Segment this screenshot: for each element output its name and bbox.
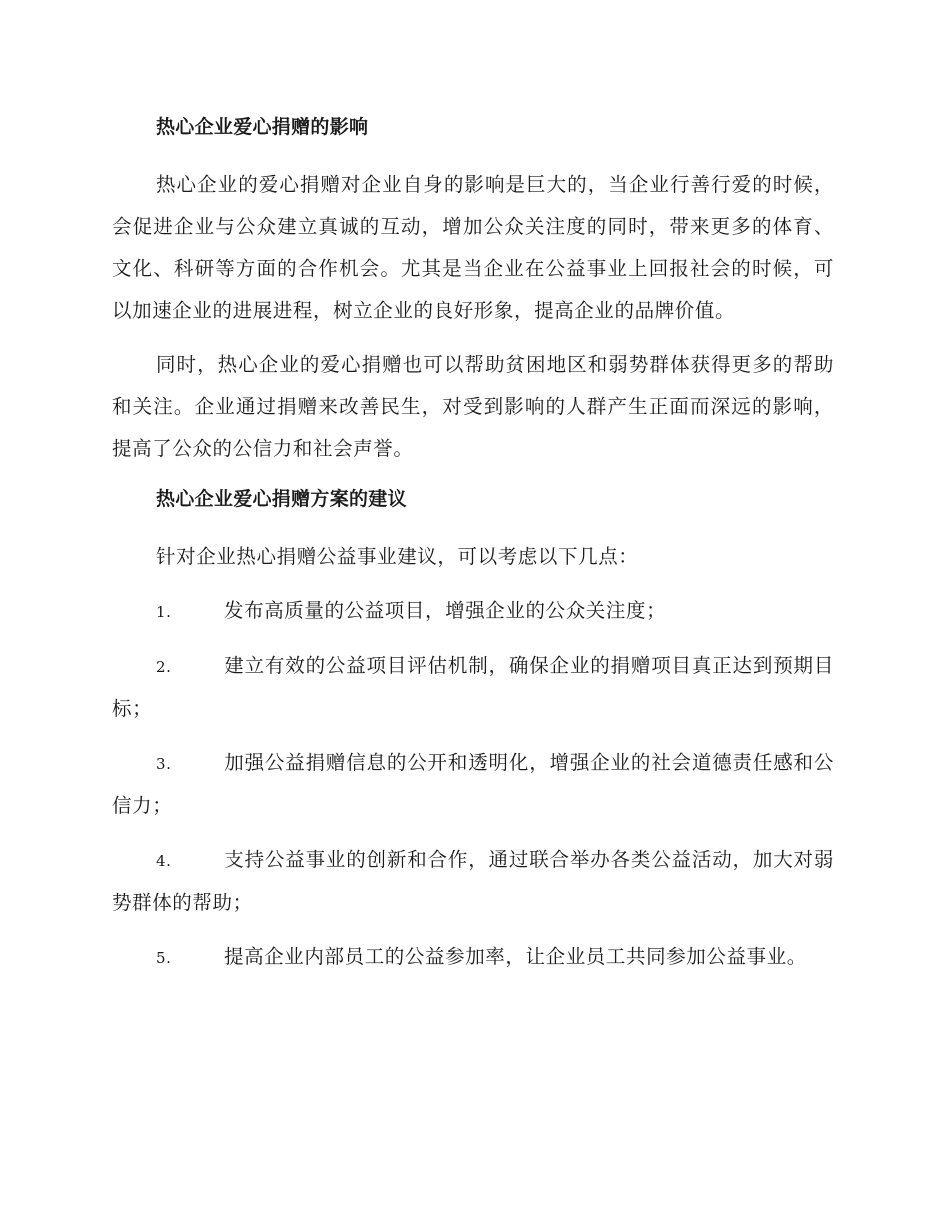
list-item-number: 2. xyxy=(156,658,172,676)
list-item-number: 5. xyxy=(156,949,172,967)
list-item-1 xyxy=(112,590,834,633)
paragraph-suggestions-intro: 针对企业热心捐赠公益事业建议，可以考虑以下几点： xyxy=(156,545,639,568)
list-item-number: 3. xyxy=(156,755,172,773)
list-item-number: 1. xyxy=(156,603,172,621)
list-item-5 xyxy=(112,936,834,979)
list-item-3 xyxy=(112,742,834,827)
list-item-text: 提高企业内部员工的公益参加率，让企业员工共同参加公益事业。 xyxy=(224,945,807,968)
paragraph-impact-1: 热心企业的爱心捐赠对企业自身的影响是巨大的，当企业行善行爱的时候，会促进企业与公众建立真诚的互动，增加公众关注度的同时，带来更多的体育、文化、科研等方面的合作机会。尤其是当企业在公益事业上回报社会的时候，可以加速企业的进展进程，树立企业的良好形象，提高企业的品牌价值。 xyxy=(112,173,834,322)
section-heading-suggestions: 热心企业爱心捐赠方案的建议 xyxy=(156,488,407,510)
list-item-4 xyxy=(112,839,834,924)
list-item-text: 支持公益事业的创新和合作，通过联合举办各类公益活动，加大对弱势群体的帮助； xyxy=(112,848,834,914)
list-item-text: 发布高质量的公益项目，增强企业的公众关注度； xyxy=(224,599,667,622)
list-item-number: 4. xyxy=(156,852,172,870)
document-body xyxy=(112,110,834,991)
list-item-text: 加强公益捐赠信息的公开和透明化，增强企业的社会道德责任感和公信力； xyxy=(112,751,834,817)
list-item-text: 建立有效的公益项目评估机制，确保企业的捐赠项目真正达到预期目标； xyxy=(112,654,834,720)
section-heading-impact: 热心企业爱心捐赠的影响 xyxy=(156,116,369,138)
paragraph-impact-2: 同时，热心企业的爱心捐赠也可以帮助贫困地区和弱势群体获得更多的帮助和关注。企业通过捐赠来改善民生，对受到影响的人群产生正面而深远的影响，提高了公众的公信力和社会声誉。 xyxy=(112,353,834,460)
list-item-2 xyxy=(112,645,834,730)
